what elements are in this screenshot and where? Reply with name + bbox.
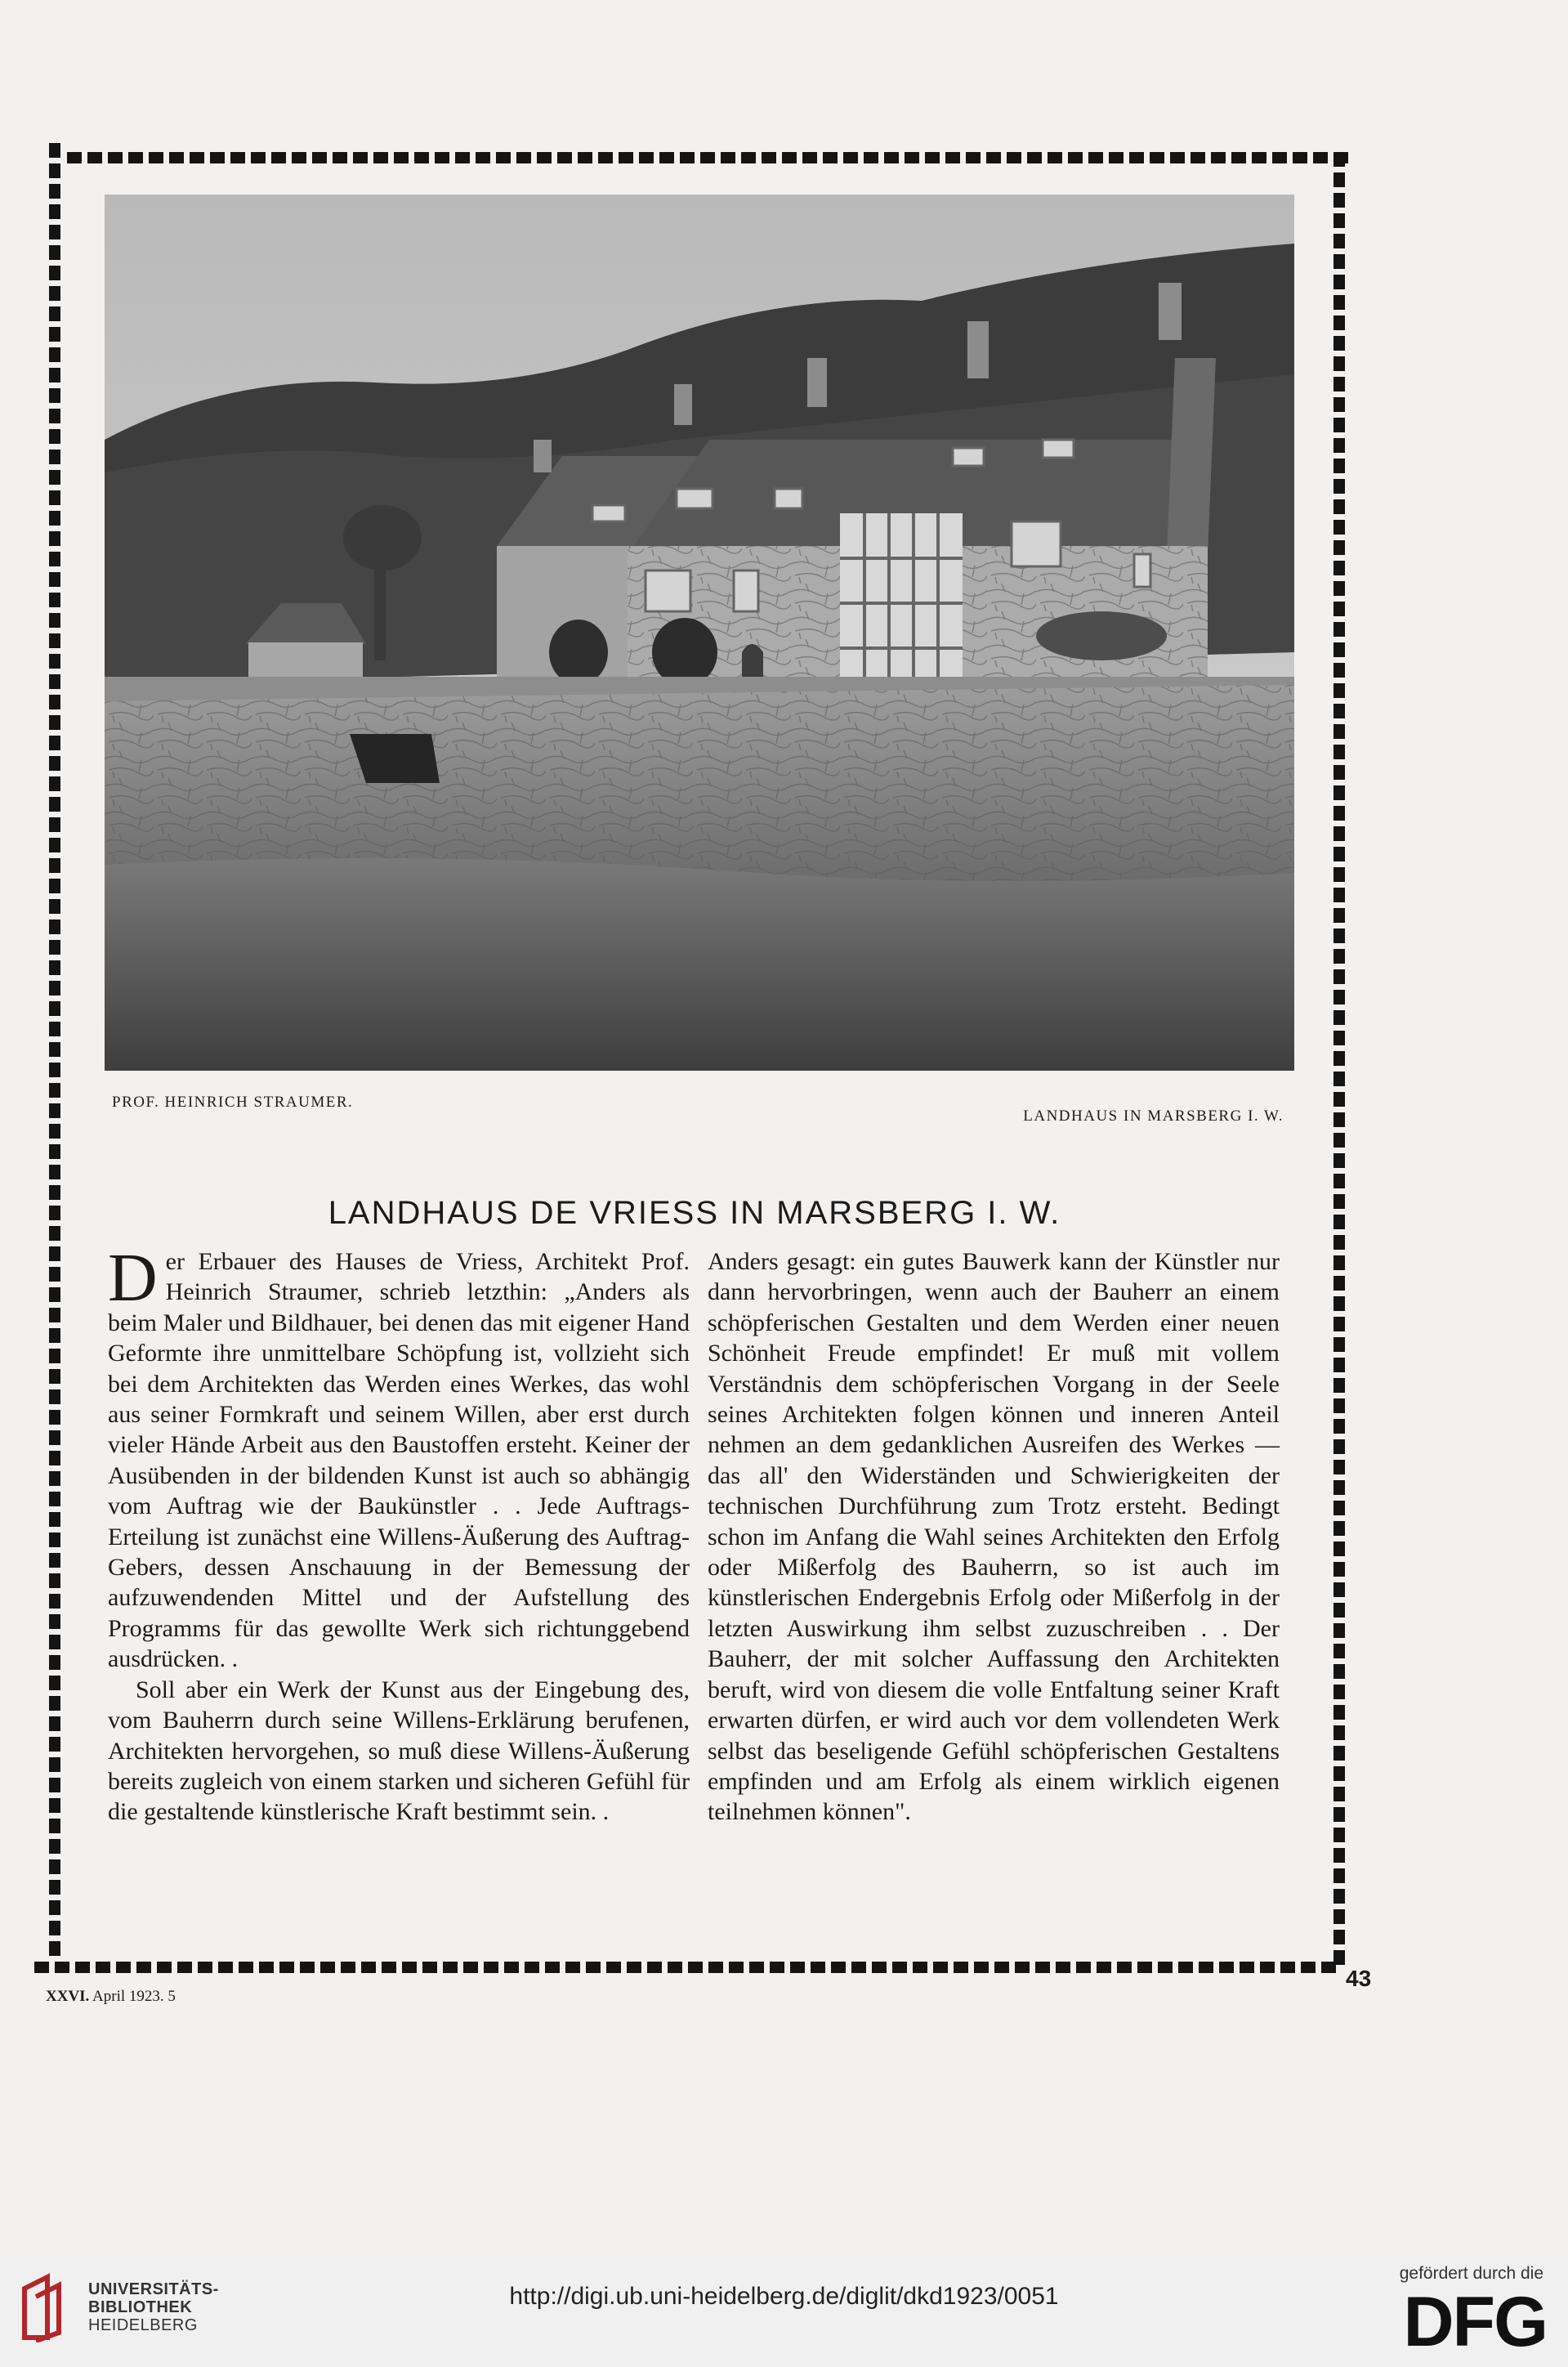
library-line: UNIVERSITÄTS- <box>88 2280 219 2298</box>
article-column-right <box>708 1246 1280 1828</box>
photo-caption-place: LANDHAUS IN MARSBERG I. W. <box>1023 1107 1284 1125</box>
photo-caption-author: PROF. HEINRICH STRAUMER. <box>112 1094 354 1111</box>
issue-date: April 1923. 5 <box>92 1988 176 2005</box>
frame-bottom <box>34 1962 1342 1973</box>
library-line: HEIDELBERG <box>88 2316 198 2334</box>
dfg-logo[interactable]: DFG <box>1403 2283 1547 2361</box>
frame-top <box>67 152 1350 163</box>
dropcap: D <box>108 1240 158 1316</box>
frame-right <box>1333 152 1345 1971</box>
digitization-footer <box>0 2256 1568 2367</box>
volume-number: XXVI. <box>46 1988 90 2005</box>
issue-signature <box>46 1988 176 2006</box>
frame-left <box>49 143 60 1962</box>
library-line: BIBLIOTHEK <box>88 2298 193 2316</box>
page-number: 43 <box>1346 1966 1372 1991</box>
article-title: LANDHAUS DE VRIESS IN MARSBERG I. W. <box>328 1195 1061 1231</box>
source-url-link[interactable]: http://digi.ub.uni-heidelberg.de/diglit/dkd1923/0051 <box>509 2283 1059 2310</box>
house-photo <box>105 195 1294 1071</box>
article-column-left <box>108 1240 690 1828</box>
paragraph-text: er Erbauer des Hauses de Vriess, Architekt Prof. Heinrich Straumer, schrieb letzthin: „Anders als beim Maler und Bildhauer, bei denen das mit eigener Hand Geformte ihre unmittelbare Schöpfung ist, vollzieht sich bei dem Architekten das Werden eines Werkes, das wohl aus seiner Formkraft und seinem Willen, aber erst durch vieler Hände Arbeit aus den Baustoffen ersteht. Keiner der Ausübenden in der bildenden Kunst ist auch so abhängig vom Auftrag wie der Baukünstler . . Jede Auftrags-Erteilung ist zunächst eine Willens-Äußerung des Auftrag-Gebers, dessen Anschauung in der Bemessung der aufzuwendenden Mittel und der Aufstellung des Programms für das gewollte Werk sich richtunggebend ausdrücken. . <box>108 1248 690 1673</box>
article-paragraph <box>108 1240 690 1675</box>
article-paragraph: Soll aber ein Werk der Kunst aus der Eingebung des, vom Bauherrn durch seine Willens-Erklärung berufenen, Architekten hervorgehen, so muß diese Willens-Äußerung bereits zugleich von einem starken und sicheren Gefühl für die gestaltende künstlerische Kraft bestimmt sein. . <box>108 1676 690 1826</box>
funding-credit: gefördert durch die <box>1399 2264 1543 2283</box>
article-paragraph: Anders gesagt: ein gutes Bauwerk kann der Künstler nur dann hervorbringen, wenn auch der Bauherr an einem schöpferischen Gestalten und dem Werden einer neuen Schönheit Freude empfindet! Er muß mit vollem Verständnis dem schöpferischen Vorgang in der Seele seines Architekten folgen können und inneren Anteil nehmen an dem gedanklichen Ausreifen des Werkes — das all' den Widerständen und Schwierigkeiten der technischen Durchführung zum Trotz ersteht. Bedingt schon im Anfang die Wahl seines Architekten den Erfolg oder Mißerfolg des Bauherrn, so ist auch im künstlerischen Endergebnis Erfolg oder Mißerfolg in der letzten Auswirkung ihm selbst zuzuschreiben . . Der Bauherr, der mit solcher Auffassung den Architekten beruft, wird von diesem die volle Entfaltung seiner Kraft erwarten dürfen, er wird auch vor dem vollendeten Werk selbst das beseligende Gefühl schöpferischen Gestaltens empfinden und am Erfolg als einem wirklich eigenen teilnehmen können". <box>708 1248 1280 1826</box>
